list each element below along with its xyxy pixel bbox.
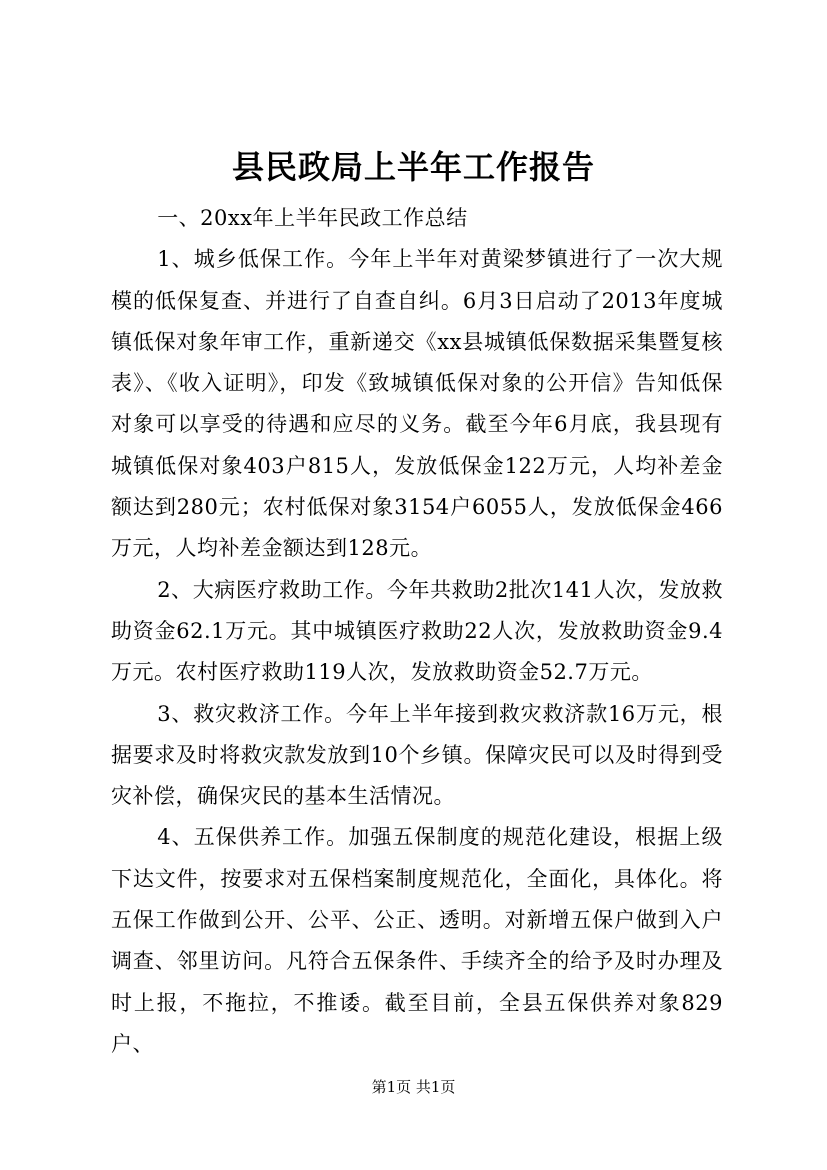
document-title: 县民政局上半年工作报告: [231, 148, 595, 186]
document-body: [111, 198, 723, 1065]
paragraph-medical-assistance: 2、大病医疗救助工作。今年共救助2批次141人次，发放救助资金62.1万元。其中城镇医疗救助22人次，发放救助资金9.4万元。农村医疗救助119人次，发放救助资金52.7万元。: [111, 577, 723, 685]
section-heading: 一、20xx年上半年民政工作总结: [157, 206, 468, 230]
page-footer: 第1页 共1页: [371, 1078, 456, 1096]
paragraph-disaster-relief: 3、救灾救济工作。今年上半年接到救灾救济款16万元，根据要求及时将救灾款发放到10个乡镇。保障灾民可以及时得到受灾补偿，确保灾民的基本生活情况。: [111, 701, 723, 809]
paragraph-five-guarantees: 4、五保供养工作。加强五保制度的规范化建设，根据上级下达文件，按要求对五保档案制度规范化，全面化，具体化。将五保工作做到公开、公平、公正、透明。对新增五保户做到入户调查、邻里访问。凡符合五保条件、手续齐全的给予及时办理及时上报，不拖拉，不推诿。截至目前，全县五保供养对象829户、: [111, 825, 723, 1056]
paragraph-subsistence-allowance: 1、城乡低保工作。今年上半年对黄梁梦镇进行了一次大规模的低保复查、并进行了自查自纠。6月3日启动了2013年度城镇低保对象年审工作，重新递交《xx县城镇低保数据采集暨复核表》、《收入证明》，印发《致城镇低保对象的公开信》告知低保对象可以享受的待遇和应尽的义务。截至今年6月底，我县现有城镇低保对象403户815人，发放低保金122万元，人均补差金额达到280元；农村低保对象3154户6055人，发放低保金466万元，人均补差金额达到128元。: [111, 247, 723, 561]
